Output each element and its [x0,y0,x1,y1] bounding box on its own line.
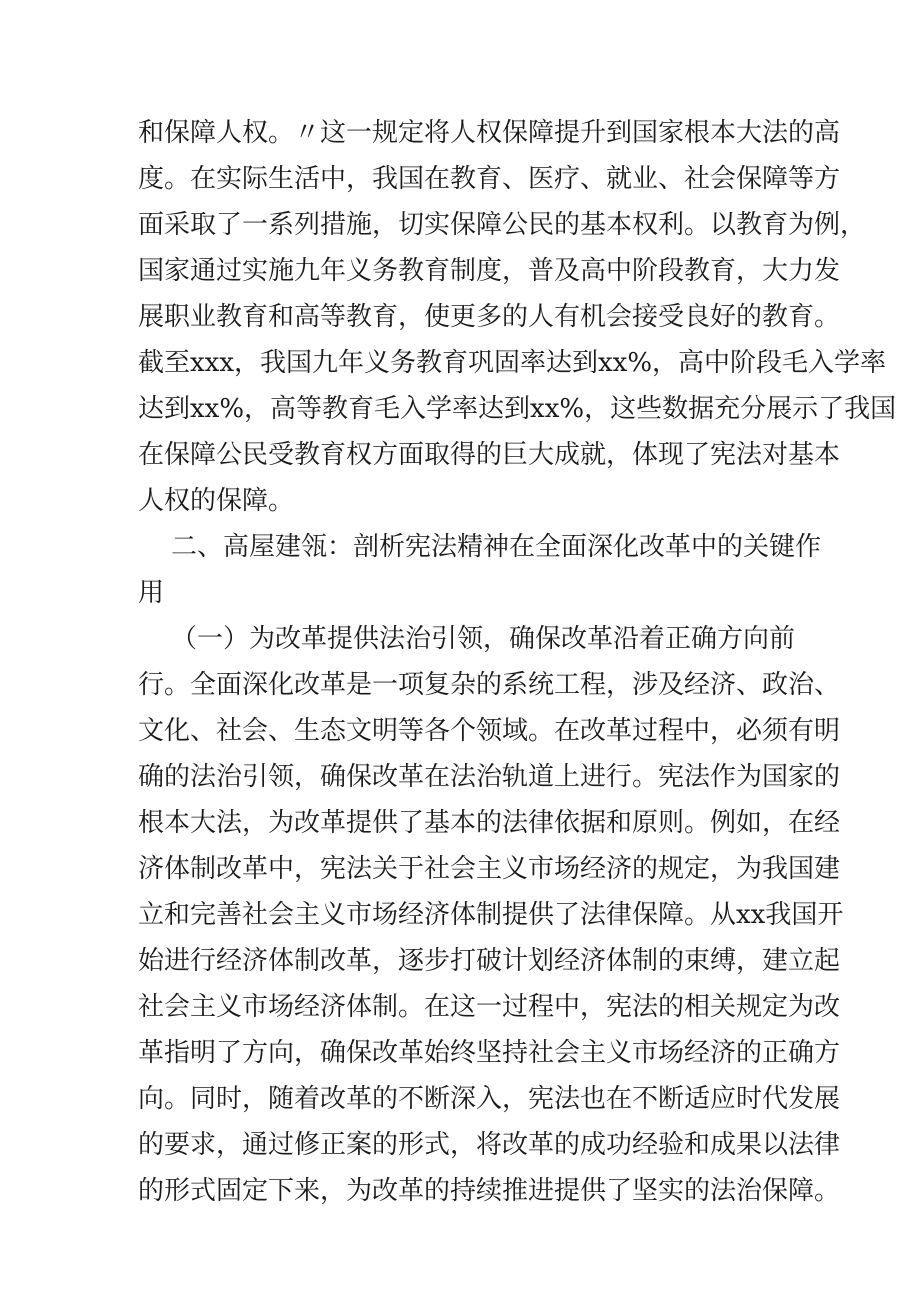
text-line: 确的法治引领，确保改革在法治轨道上进行。宪法作为国家的 [138,762,841,792]
text-line: 度。在实际生活中，我国在教育、医疗、就业、社会保障等方 [138,164,841,194]
section-heading: 用 [138,578,165,608]
text-line: 截至xxx，我国九年义务教育巩固率达到xx%，高中阶段毛入学率 [138,348,887,378]
text-line: 济体制改革中，宪法关于社会主义市场经济的规定，为我国建 [138,854,841,884]
text-line: 行。全面深化改革是一项复杂的系统工程，涉及经济、政治、 [138,670,841,700]
text-line: 在保障公民受教育权方面取得的巨大成就，体现了宪法对基本 [138,440,841,470]
text-line: 向。同时，随着改革的不断深入，宪法也在不断适应时代发展 [138,1084,841,1114]
text-line: 的形式固定下来，为改革的持续推进提供了坚实的法治保障。 [138,1176,841,1206]
section-heading: 二、高屋建瓴：剖析宪法精神在全面深化改革中的关键作 [138,532,822,562]
subsection-heading: （一）为改革提供法治引领，确保改革沿着正确方向前 [138,624,796,654]
text-line: 展职业教育和高等教育，使更多的人有机会接受良好的教育。 [138,302,841,332]
text-line: 面采取了一系列措施，切实保障公民的基本权利。以教育为例， [138,210,867,240]
text-line: 立和完善社会主义市场经济体制提供了法律保障。从xx我国开 [138,900,844,930]
text-line: 的要求，通过修正案的形式，将改革的成功经验和成果以法律 [138,1130,841,1160]
text-line: 人权的保障。 [138,486,295,516]
text-line: 达到xx%，高等教育毛入学率达到xx%，这些数据充分展示了我国 [138,394,897,424]
text-line: 国家通过实施九年义务教育制度，普及高中阶段教育，大力发 [138,256,841,286]
text-line: 文化、社会、生态文明等各个领域。在改革过程中，必须有明 [138,716,841,746]
text-line: 和保障人权。〃这一规定将人权保障提升到国家根本大法的高 [138,118,841,148]
text-line: 始进行经济体制改革，逐步打破计划经济体制的束缚，建立起 [138,946,841,976]
text-line: 根本大法，为改革提供了基本的法律依据和原则。例如，在经 [138,808,841,838]
text-line: 社会主义市场经济体制。在这一过程中，宪法的相关规定为改 [138,992,841,1022]
text-line: 革指明了方向，确保改革始终坚持社会主义市场经济的正确方 [138,1038,841,1068]
